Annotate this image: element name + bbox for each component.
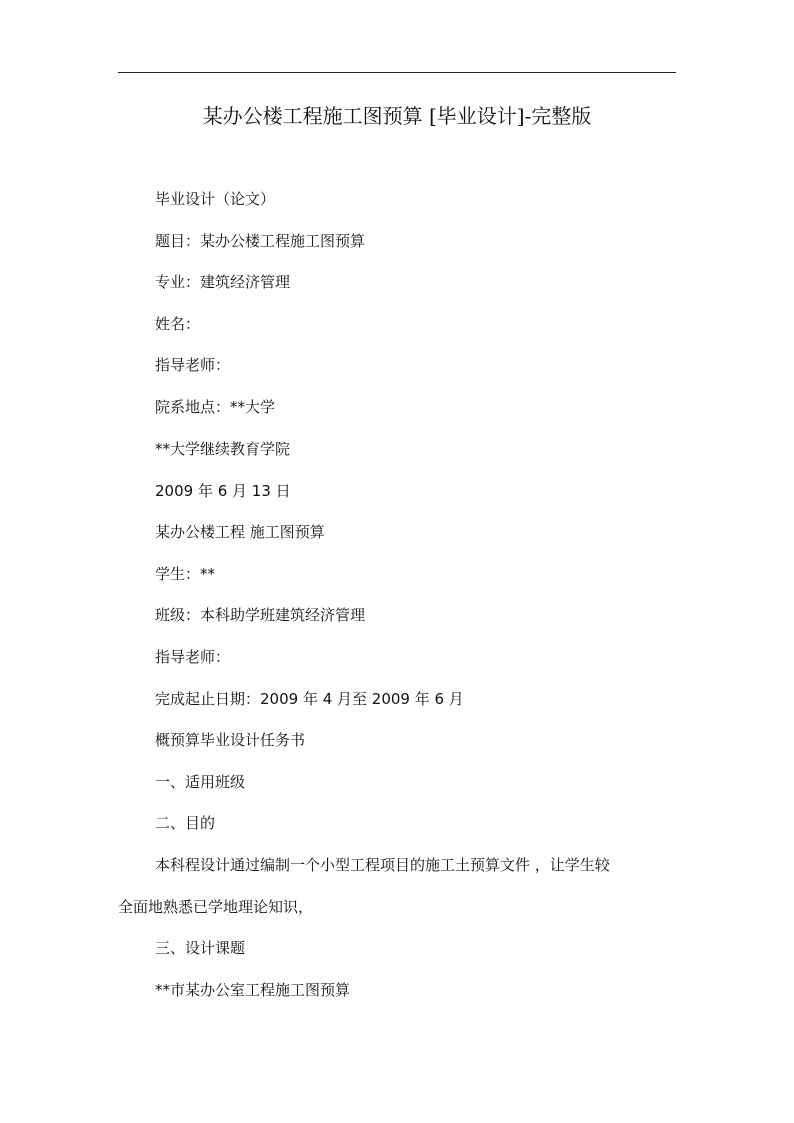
line-advisor: 指导老师： (155, 356, 231, 374)
header-rule (118, 72, 676, 73)
paragraph-line-1: 本科程设计通过编制一个小型工程项目的施工土预算文件 ，让学生较 (155, 856, 610, 874)
line-department: 院系地点：**大学 (155, 398, 276, 416)
line-thesis-type: 毕业设计（论文） (155, 190, 276, 208)
line-major: 专业：建筑经济管理 (155, 273, 291, 291)
line-class: 班级：本科助学班建筑经济管理 (155, 606, 366, 624)
line-topic: 题目：某办公楼工程施工图预算 (155, 232, 366, 250)
line-project-title: 某办公楼工程 施工图预算 (155, 523, 325, 541)
line-name: 姓名： (155, 315, 201, 333)
line-date: 2009 年 6 月 13 日 (155, 482, 291, 500)
line-design-topic: **市某办公室工程施工图预算 (155, 981, 351, 999)
paragraph-line-2: 全面地熟悉已学地理论知识， (118, 898, 314, 916)
line-advisor-2: 指导老师： (155, 648, 231, 666)
line-college: **大学继续教育学院 (155, 440, 291, 458)
document-title: 某办公楼工程施工图预算 [毕业设计]-完整版 (202, 104, 592, 128)
line-section-1: 一、适用班级 (155, 773, 246, 791)
line-task-book: 概预算毕业设计任务书 (155, 731, 306, 749)
line-section-2: 二、目的 (155, 814, 216, 832)
line-section-3: 三、设计课题 (155, 939, 246, 957)
line-student: 学生：** (155, 565, 216, 583)
line-period: 完成起止日期：2009 年 4 月至 2009 年 6 月 (155, 690, 464, 708)
